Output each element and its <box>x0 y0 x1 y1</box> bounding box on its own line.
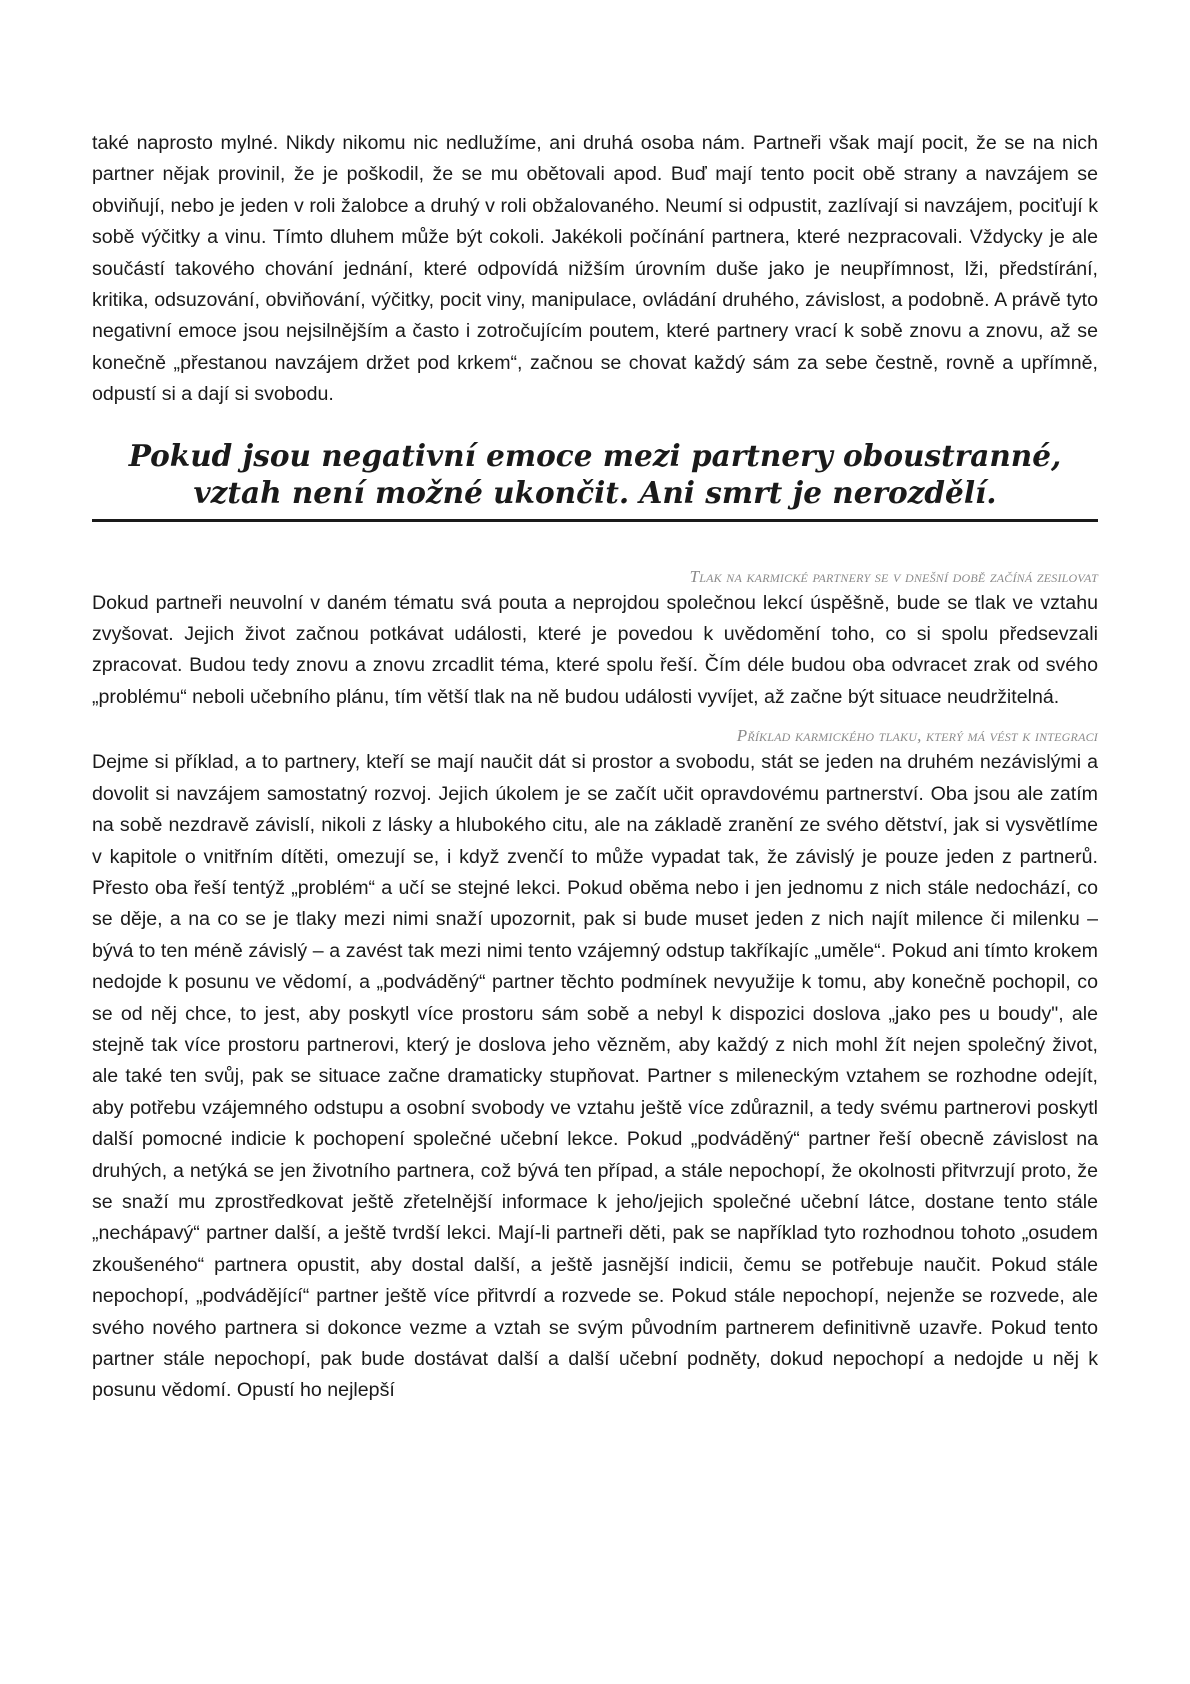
pull-quote <box>92 437 1098 522</box>
document-page <box>92 128 1098 1407</box>
section-heading-pressure: Tlak na karmické partnery se v dnešní době začíná zesilovat <box>689 566 1098 586</box>
pull-quote-line-1: Pokud jsou negativní emoce mezi partnery oboustranné, <box>128 437 1062 473</box>
pull-quote-line-2: vztah není možné ukončit. Ani smrt je nerozdělí. <box>193 474 997 510</box>
paragraph-intro: také naprosto mylné. Nikdy nikomu nic nedlužíme, ani druhá osoba nám. Partneři však mají pocit, že se na nich partner nějak provinil, že je poškodil, že se mu obětovali apod. Buď mají tento pocit obě strany a navzájem se obviňují, nebo je jeden v roli žalobce a druhý v roli obžalovaného. Neumí si odpustit, zazlívají si navzájem, pociťují k sobě výčitky a vinu. Tímto dluhem může být cokoli. Jakékoli počínání partnera, které nezpracovali. Vždycky je ale součástí takového chování jednání, které odpovídá nižším úrovním duše jako je neupřímnost, lži, předstírání, kritika, odsuzování, obviňování, výčitky, pocit viny, manipulace, ovládání druhého, závislost, a podobně. A právě tyto negativní emoce jsou nejsilnějším a často i zotročujícím poutem, které partnery vrací k sobě znovu a znovu, až se konečně „přestanou navzájem držet pod krkem“, začnou se chovat každý sám za sebe čestně, rovně a upřímně, odpustí si a dají si svobodu. <box>92 132 1098 406</box>
section-heading-example: Příklad karmického tlaku, který má vést k integraci <box>736 726 1098 746</box>
paragraph-pressure: Dokud partneři neuvolní v daném tématu svá pouta a neprojdou společnou lekcí úspěšně, bude se tlak ve vztahu zvyšovat. Jejich život začnou potkávat události, které je povedou k uvědomění toho, co si spolu předsevzali zpracovat. Budou tedy znovu a znovu zrcadlit téma, které spolu řeší. Čím déle budou oba odvracet zrak od svého „problému“ neboli učebního plánu, tím větší tlak na ně budou události vyvíjet, až začne být situace neudržitelná. <box>92 591 1098 708</box>
paragraph-example: Dejme si příklad, a to partnery, kteří se mají naučit dát si prostor a svobodu, stát se jeden na druhém nezávislými a dovolit si navzájem samostatný rozvoj. Jejich úkolem je se začít učit opravdovému partnerství. Oba jsou ale zatím na sobě nezdravě závislí, nikoli z lásky a hlubokého citu, ale na základě zranění ze svého dětství, jak si vysvětlíme v kapitole o vnitřním dítěti, omezují se, i když zvenčí to může vypadat tak, že závislý je pouze jeden z partnerů. Přesto oba řeší tentýž „problém“ a učí se stejné lekci. Pokud oběma nebo i jen jednomu z nich stále nedochází, co se děje, a na co se je tlaky mezi nimi snaží upozornit, pak si bude muset jeden z nich najít milence či milenku – bývá to ten méně závislý – a zavést tak mezi nimi tento vzájemný odstup takříkajíc „uměle“. Pokud ani tímto krokem nedojde k posunu ve vědomí, a „podváděný“ partner těchto podmínek nevyužije k tomu, aby konečně pochopil, co se od něj chce, to jest, aby poskytl více prostoru sám sobě a nebyl k dispozici doslova „jako pes u boudy", ale stejně tak více prostoru partnerovi, který je doslova jeho vězněm, aby každý z nich mohl žít nejen společný život, ale také ten svůj, pak se situace začne dramaticky stupňovat. Partner s mileneckým vztahem se rozhodne odejít, aby potřebu vzájemného odstupu a osobní svobody ve vztahu ještě více zdůraznil, a tedy svému partnerovi poskytl další pomocné indicie k pochopení společné učební lekce. Pokud „podváděný“ partner řeší obecně závislost na druhých, a netýká se jen životního partnera, což bývá ten případ, a stále nepochopí, že okolnosti přitvrzují proto, že se snaží mu zprostředkovat ještě zřetelnější informace k jeho/jejich společné učební látce, dostane tento stále „nechápavý“ partner další, a ještě tvrdší lekci. Mají-li partneři děti, pak se například tyto rozhodnou tohoto „osudem zkoušeného“ partnera opustit, aby dostal další, a ještě jasnější indicii, čemu se potřebuje naučit. Pokud stále nepochopí, „podvádějící“ partner ještě více přitvrdí a rozvede se. Pokud stále nepochopí, nejenže se rozvede, ale svého nového partnera si dokonce vezme a vztah se svým původním partnerem definitivně uzavře. Pokud tento partner stále nepochopí, pak bude dostávat další a další učební podněty, dokud nepochopí a nedojde u něj k posunu vědomí. Opustí ho nejlepší <box>92 751 1098 1402</box>
